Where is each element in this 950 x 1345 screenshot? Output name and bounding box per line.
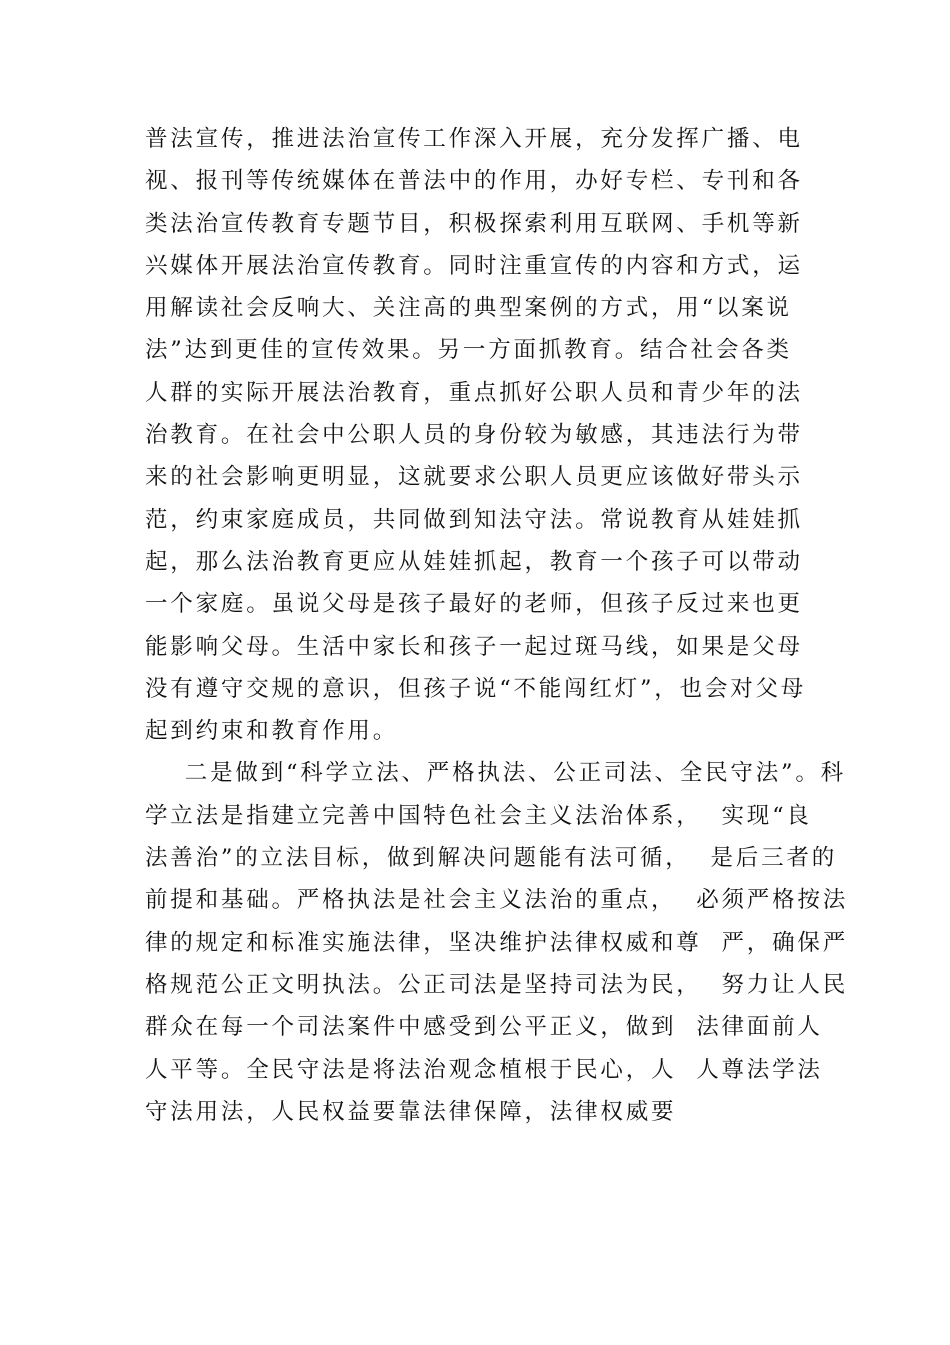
body-text [145, 118, 849, 1133]
text-line: 律的规定和标准实施法律，坚决维护法律权威和尊 严，确保严 [145, 929, 849, 956]
text-line: 普法宣传，推进法治宣传工作深入开展，充分发挥广播、电 [145, 126, 803, 152]
text-line: 没有遵守交规的意识，但孩子说“不能闯红灯”，也会对父母 [145, 675, 807, 702]
text-line: 类法治宣传教育专题节目，积极探索利用互联网、手机等新 [145, 210, 803, 237]
text-line: 守法用法，人民权益要靠法律保障，法律权威要 [145, 1098, 677, 1125]
text-line: 格规范公正文明执法。公正司法是坚持司法为民， 努力让人民 [145, 971, 849, 998]
text-line: 起，那么法治教育更应从娃娃抓起，教育一个孩子可以带动 [145, 548, 803, 575]
text-line: 起到约束和教育作用。 [145, 718, 399, 745]
text-line: 法”达到更佳的宣传效果。另一方面抓教育。结合社会各类 [145, 337, 792, 364]
text-line: 一个家庭。虽说父母是孩子最好的老师，但孩子反过来也更 [145, 591, 803, 618]
text-line: 范，约束家庭成员，共同做到知法守法。常说教育从娃娃抓 [145, 506, 803, 533]
paragraph-start-line: 二是做到“科学立法、严格执法、公正司法、全民守法”。科 [145, 760, 846, 787]
text-line: 群众在每一个司法案件中感受到公平正义，做到 法律面前人 [145, 1014, 823, 1041]
text-line: 能影响父母。生活中家长和孩子一起过斑马线，如果是父母 [145, 633, 803, 660]
text-line: 人群的实际开展法治教育，重点抓好公职人员和青少年的法 [145, 379, 803, 406]
text-line: 人平等。全民守法是将法治观念植根于民心，人 人尊法学法 [145, 1056, 823, 1083]
text-line: 兴媒体开展法治宣传教育。同时注重宣传的内容和方式，运 [145, 252, 803, 279]
text-line: 来的社会影响更明显，这就要求公职人员更应该做好带头示 [145, 464, 803, 491]
text-line: 视、报刊等传统媒体在普法中的作用，办好专栏、专刊和各 [145, 168, 803, 195]
text-line: 学立法是指建立完善中国特色社会主义法治体系， 实现“良 [145, 802, 812, 829]
text-line: 法善治”的立法目标，做到解决问题能有法可循， 是后三者的 [145, 845, 838, 872]
text-line: 用解读社会反响大、关注高的典型案例的方式，用“以案说 [145, 295, 792, 322]
text-line: 前提和基础。严格执法是社会主义法治的重点， 必须严格按法 [145, 887, 849, 914]
text-line: 治教育。在社会中公职人员的身份较为敏感，其违法行为带 [145, 422, 803, 449]
